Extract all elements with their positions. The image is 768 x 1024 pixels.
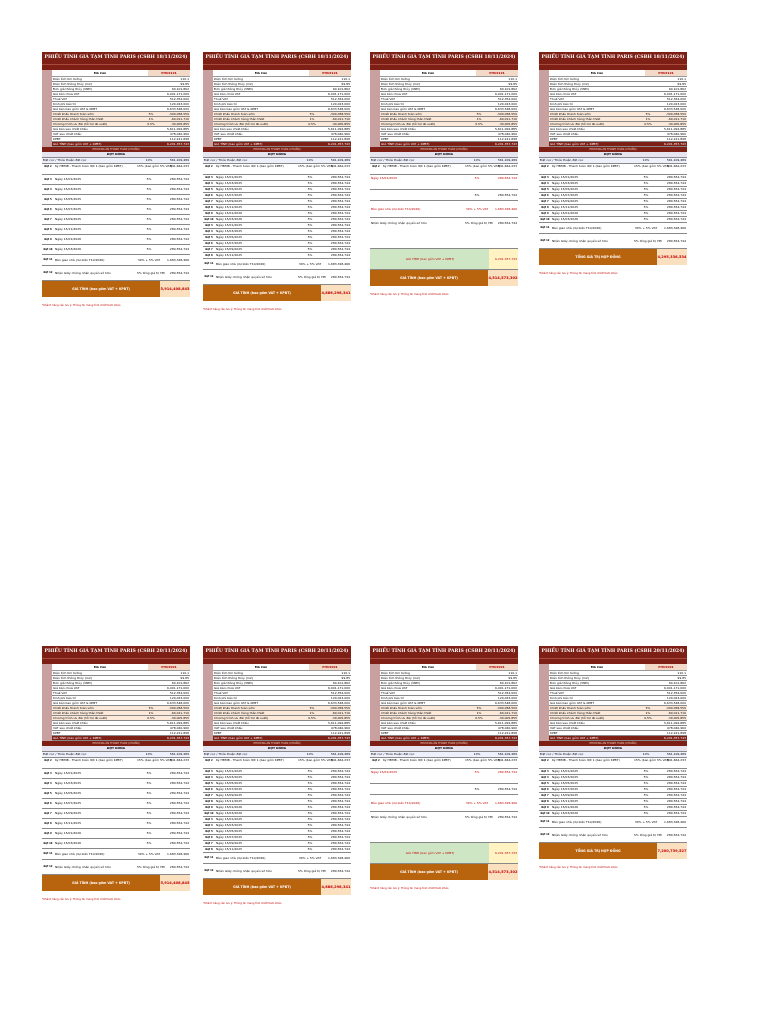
period-row: Đợt 5 Ngày 15/05/2025 5% 280,554,744	[42, 195, 190, 205]
footnote: *Khách hàng cần lưu ý: Thông tin mang tính chất tham khảo	[42, 898, 121, 901]
info-row: Diện tích tim tường 110.1	[53, 671, 189, 675]
info-row: KPBT 112,221,898	[53, 137, 189, 141]
info-row: KPBT 112,221,898	[550, 137, 686, 141]
info-total: GIÁ TÍNH (bao gồm VAT + KPBT) 6,201,357,743	[214, 142, 350, 146]
info-row: Giá bán sau chiết khấu 5,611,094,885	[381, 721, 517, 725]
grand-total: GIÁ TÍNH (bao gồm VAT + KPBT) 4,886,298,341	[203, 879, 351, 895]
info-row: Chiết khấu thanh toán sớm 5% -300,058,550	[550, 706, 686, 710]
grand-total: GIÁ TÍNH (bao gồm VAT + KPBT) 4,514,573,302	[370, 270, 518, 286]
payment-section-sub: ĐỢT ĐÓNG	[370, 152, 518, 158]
unit-code: PHU2021	[476, 664, 518, 670]
info-row: Thuế VAT 512,354,000	[381, 691, 517, 695]
deposit-row: Đặt cọc / Thỏa thuận đặt cọc 10% 561,109,489	[540, 158, 686, 162]
info-row: Giá bán chưa VAT 6,001,171,000	[214, 686, 350, 690]
contract-row: Đợt 2 Ký HĐMB - Thanh toán đợt 1 (bao gồm KPBT) 15% (bao gồm 5% VAT) 841,664,233	[42, 758, 190, 769]
grand-total-value: 4,514,573,302	[488, 270, 518, 286]
info-row: Giá bán chưa VAT 6,001,171,000	[53, 92, 189, 96]
sheet-title: PHIẾU TÍNH GIÁ TẠM TÍNH PARIS (CSBH 20/11/2024)	[539, 646, 687, 658]
period-row: Đợt 5 Ngày 15/05/2025 5% 280,554,744	[203, 187, 351, 193]
info-row: Chiết khấu thanh toán sớm 5% -300,058,550	[53, 112, 189, 116]
period-row: Đợt 7 Ngày 15/09/2025 5% 280,554,744	[203, 793, 351, 799]
deposit-row: Đặt cọc / Thỏa thuận đặt cọc 10% 561,109,489	[43, 752, 189, 756]
progress-row: Ngày 15/01/2025 5% 280,554,744	[370, 175, 518, 190]
period-row: Đợt 6 Ngày 15/07/2025 5% 280,554,744	[539, 787, 687, 793]
period-row: Đợt 8 Ngày 15/11/2025 5% 280,554,744	[42, 225, 190, 235]
info-row: Kinh phí bảo trì 120,023,000	[53, 102, 189, 106]
deposit-row: Đặt cọc / Thỏa thuận đặt cọc 10% 561,109,489	[43, 158, 189, 162]
info-table	[370, 70, 518, 147]
period-row: Đợt 6 Ngày 15/07/2025 5% 280,554,744	[539, 193, 687, 199]
sheet-title: PHIẾU TÍNH GIÁ TẠM TÍNH PARIS (CSBH 20/11/2024)	[370, 646, 518, 658]
info-row: Chương trình ưu đãi (hỗ trợ lãi suất) 0.5% -30,005,855	[381, 122, 517, 126]
info-row: Giá bán bao gồm VAT & KPBT 6,633,548,000	[550, 107, 686, 111]
info-row: Đơn giá thông thủy (VNĐ) 60,101,862	[214, 681, 350, 685]
info-total: GIÁ TÍNH (bao gồm VAT + KPBT) 6,201,357,743	[550, 142, 686, 146]
contract-row: Đợt 2 Ký HĐMB - Thanh toán đợt 1 (bao gồm KPBT) 15% (bao gồm 5% VAT) 841,664,233	[370, 758, 518, 769]
sheet-title: PHIẾU TÍNH GIÁ TẠM TÍNH PARIS (CSBH 18/11/2024)	[370, 52, 518, 64]
info-row: VAT sau chiết khấu 478,040,960	[381, 132, 517, 136]
period-row: Đợt 3 Ngày 15/01/2025 5% 280,554,744	[539, 175, 687, 181]
sheet-title: PHIẾU TÍNH GIÁ TẠM TÍNH PARIS (CSBH 18/11/2024)	[539, 52, 687, 64]
unit-code: PHU2021	[309, 664, 351, 670]
period-row: Đợt 8 Ngày 15/11/2025 5% 280,554,744	[203, 847, 351, 853]
period-row: Đợt 10 Ngày 15/03/2026 5% 280,554,744	[42, 245, 190, 255]
payment-section-title: PHƯƠNG ÁN THANH TOÁN (CHUẨN)	[370, 741, 518, 746]
info-row: Chiết khấu khách hàng thân thiết 1% -60,011,710	[53, 117, 189, 121]
info-table	[539, 664, 687, 741]
grand-total-value: 7,200,739,527	[657, 843, 687, 859]
price-sheet	[203, 52, 351, 312]
info-row: Giá bán sau chiết khấu 5,611,094,885	[214, 721, 350, 725]
payment-section-title: PHƯƠNG ÁN THANH TOÁN (CHUẨN)	[370, 147, 518, 152]
payment-section-sub: ĐỢT ĐÓNG	[539, 152, 687, 158]
payment-section-title: PHƯƠNG ÁN THANH TOÁN (CHUẨN)	[42, 147, 190, 152]
info-row: VAT sau chiết khấu 478,040,960	[550, 726, 686, 730]
info-row: Thuế VAT 512,354,000	[550, 691, 686, 695]
footnote: *Khách hàng cần lưu ý: Thông tin mang tính chất tham khảo	[203, 902, 282, 905]
period-row: Đợt 4 Ngày 15/03/2025 5% 280,554,744	[42, 185, 190, 195]
period-row: Đợt 10 Ngày 15/03/2026 5% 280,554,744	[540, 811, 686, 815]
period-row: Đợt 3 Ngày 15/01/2025 5% 280,554,744	[203, 175, 351, 181]
unit-code: PHU2121	[148, 70, 190, 76]
deposit-row: Đặt cọc / Thỏa thuận đặt cọc 10% 561,109,489	[540, 752, 686, 756]
footnote: *Khách hàng cần lưu ý: Thông tin mang tính chất tham khảo	[42, 304, 121, 307]
contract-row: Đợt 2 Ký HĐMB - Thanh toán đợt 1 (bao gồm KPBT) 15% (bao gồm 5% VAT) 841,664,233	[370, 164, 518, 175]
info-row: Giá bán sau chiết khấu 5,611,094,885	[53, 127, 189, 131]
sheet-title: PHIẾU TÍNH GIÁ TẠM TÍNH PARIS (CSBH 18/11/2024)	[203, 52, 351, 64]
period-row: Đợt 3 Ngày 15/01/2025 5% 280,554,744	[203, 769, 351, 775]
info-row: Đơn giá thông thủy (VNĐ) 60,101,862	[214, 87, 350, 91]
price-sheet	[203, 646, 351, 906]
info-row: VAT sau chiết khấu 478,040,960	[53, 726, 189, 730]
info-row: Đơn giá thông thủy (VNĐ) 60,101,862	[550, 681, 686, 685]
final-row: Đợt 12 Nhận Giấy chứng nhận quyền sở hữu 5% tổng giá trị HĐ 280,554,744	[42, 860, 190, 875]
subtotal-row: GIÁ TÍNH (bao gồm VAT + KPBT) 6,201,357,743	[370, 249, 518, 270]
period-row: Đợt 9 Ngày 15/01/2026 5% 280,554,744	[539, 211, 687, 217]
info-row: Chương trình ưu đãi (hỗ trợ lãi suất) 0.5% -30,005,855	[550, 122, 686, 126]
unit-header: Mã Căn PHU2021	[549, 664, 687, 671]
info-row: Chiết khấu khách hàng thân thiết 1% -60,011,710	[381, 117, 517, 121]
progress-row: Bàn giao nhà (dự kiến T10/2026) 30% + 5% VAT 1,683,328,466	[370, 201, 518, 218]
info-total: GIÁ TÍNH (bao gồm VAT + KPBT) 6,201,357,743	[381, 736, 517, 740]
period-row: Đợt 6 Ngày 15/07/2025 5% 280,554,744	[42, 799, 190, 809]
period-row: Đợt 5 Ngày 15/05/2025 5% 280,554,744	[42, 789, 190, 799]
info-row: Chiết khấu khách hàng thân thiết 1% -60,011,710	[53, 711, 189, 715]
period-row: Đợt 3 Ngày 15/01/2025 5% 280,554,744	[203, 223, 351, 229]
info-row: Giá bán bao gồm VAT & KPBT 6,633,548,000	[381, 701, 517, 705]
period-row: Đợt 7 Ngày 15/09/2025 5% 280,554,744	[539, 199, 687, 205]
deposit-row: Đặt cọc / Thỏa thuận đặt cọc 10% 561,109,489	[204, 752, 350, 756]
period-row: Đợt 9 Ngày 15/01/2026 5% 280,554,744	[203, 211, 351, 217]
info-row: Giá bán bao gồm VAT & KPBT 6,633,548,000	[214, 701, 350, 705]
period-row: Đợt 6 Ngày 15/07/2025 5% 280,554,744	[203, 193, 351, 199]
info-row: KPBT 112,221,898	[550, 731, 686, 735]
payment-section-title: PHƯƠNG ÁN THANH TOÁN (CHUẨN)	[539, 741, 687, 746]
info-table	[42, 70, 190, 147]
info-row: Diện tích thông thủy (m2) 99.85	[53, 676, 189, 680]
info-row: Chiết khấu khách hàng thân thiết 1% -60,011,710	[381, 711, 517, 715]
info-row: Chiết khấu khách hàng thân thiết 1% -60,011,710	[214, 117, 350, 121]
info-row: Diện tích tim tường 110.1	[550, 671, 686, 675]
period-row: Đợt 7 Ngày 15/09/2025 5% 280,554,744	[203, 199, 351, 205]
period-row: Đợt 10 Ngày 15/03/2026 5% 280,554,744	[204, 811, 350, 815]
info-total: GIÁ TÍNH (bao gồm VAT + KPBT) 6,201,357,743	[550, 736, 686, 740]
info-row: KPBT 112,221,898	[381, 731, 517, 735]
progress-row: Nhận Giấy chứng nhận quyền sở hữu 5% tổng giá trị HĐ 280,554,744	[370, 218, 518, 249]
info-table	[42, 664, 190, 741]
info-row: Thuế VAT 512,354,000	[53, 97, 189, 101]
info-row: Chiết khấu thanh toán sớm 5% -300,058,550	[214, 112, 350, 116]
info-row: KPBT 112,221,898	[53, 731, 189, 735]
handover-row: Đợt 11 Bàn giao nhà (dự kiến T10/2026) 30% + 5% VAT 1,683,328,466	[203, 259, 351, 270]
info-row: Giá bán chưa VAT 6,001,171,000	[550, 686, 686, 690]
info-row: Diện tích tim tường 110.1	[381, 77, 517, 81]
info-row: VAT sau chiết khấu 478,040,960	[381, 726, 517, 730]
period-row: Đợt 4 Ngày 15/03/2025 5% 280,554,744	[203, 775, 351, 781]
info-row: Đơn giá thông thủy (VNĐ) 60,101,862	[381, 681, 517, 685]
grand-total: TỔNG GIÁ TRỊ HỢP ĐỒNG 7,200,739,527	[539, 843, 687, 859]
info-row: Chương trình ưu đãi (hỗ trợ lãi suất) 0.5% -30,005,855	[53, 716, 189, 720]
info-row: Đơn giá thông thủy (VNĐ) 60,101,862	[53, 87, 189, 91]
price-sheet	[539, 646, 687, 870]
grand-total-value: 4,514,573,302	[488, 864, 518, 880]
info-row: Chương trình ưu đãi (hỗ trợ lãi suất) 0.5% -30,005,855	[214, 122, 350, 126]
contract-row: Đợt 2 Ký HĐMB - Thanh toán đợt 1 (bao gồm KPBT) 15% (bao gồm 5% VAT) 841,664,233	[42, 164, 190, 175]
contract-row: Đợt 2 Ký HĐMB - Thanh toán đợt 1 (bao gồm KPBT) 15% (bao gồm 5% VAT) 841,664,233	[539, 164, 687, 175]
progress-row: Nhận Giấy chứng nhận quyền sở hữu 5% tổng giá trị HĐ 280,554,744	[370, 812, 518, 843]
unit-code: PHU2121	[309, 70, 351, 76]
info-total: GIÁ TÍNH (bao gồm VAT + KPBT) 6,201,357,743	[214, 736, 350, 740]
info-row: Kinh phí bảo trì 120,023,000	[381, 102, 517, 106]
info-row: Diện tích tim tường 110.1	[381, 671, 517, 675]
contract-row: Đợt 2 Ký HĐMB - Thanh toán đợt 1 (bao gồm KPBT) 15% (bao gồm 5% VAT) 841,664,233	[203, 164, 351, 175]
info-row: Chiết khấu thanh toán sớm 5% -300,058,550	[550, 112, 686, 116]
grand-total-value: 4,886,298,341	[321, 879, 351, 895]
price-sheet	[370, 646, 518, 891]
grand-total-value: 5,914,408,845	[160, 875, 190, 891]
info-row: Diện tích thông thủy (m2) 99.85	[214, 82, 350, 86]
period-row: Đợt 3 Ngày 15/01/2025 5% 280,554,744	[539, 769, 687, 775]
period-row: Đợt 7 Ngày 15/09/2025 5% 280,554,744	[42, 809, 190, 819]
period-row: Đợt 9 Ngày 15/01/2026 5% 280,554,744	[203, 805, 351, 811]
info-row: Thuế VAT 512,354,000	[214, 97, 350, 101]
info-row: Giá bán sau chiết khấu 5,611,094,885	[214, 127, 350, 131]
price-sheet	[539, 52, 687, 276]
progress-row: 5% 280,554,744	[370, 784, 518, 795]
period-row: Đợt 8 Ngày 15/11/2025 5% 280,554,744	[203, 205, 351, 211]
period-row: Đợt 8 Ngày 15/11/2025 5% 280,554,744	[203, 799, 351, 805]
info-row: KPBT 112,221,898	[381, 137, 517, 141]
info-row: Giá bán bao gồm VAT & KPBT 6,633,548,000	[550, 701, 686, 705]
unit-header: Mã Căn PHU2021	[380, 664, 518, 671]
info-row: Chiết khấu khách hàng thân thiết 1% -60,011,710	[550, 711, 686, 715]
payment-section-sub: ĐỢT ĐÓNG	[42, 746, 190, 752]
period-row: Đợt 5 Ngày 15/05/2025 5% 280,554,744	[203, 781, 351, 787]
info-row: Diện tích thông thủy (m2) 99.85	[53, 82, 189, 86]
info-table	[203, 70, 351, 147]
info-row: Diện tích thông thủy (m2) 99.85	[550, 676, 686, 680]
final-row: Đợt 12 Nhận Giấy chứng nhận quyền sở hữu 5% tổng giá trị HĐ 280,554,744	[539, 234, 687, 249]
footnote: *Khách hàng cần lưu ý: Thông tin mang tính chất tham khảo	[370, 887, 449, 890]
period-row: Đợt 4 Ngày 15/03/2025 5% 280,554,744	[203, 181, 351, 187]
period-row: Đợt 10 Ngày 15/03/2026 5% 280,554,744	[540, 217, 686, 221]
final-row: Đợt 12 Nhận Giấy chứng nhận quyền sở hữu 5% tổng giá trị HĐ 280,554,744	[203, 864, 351, 879]
period-row: Đợt 9 Ngày 15/01/2026 5% 280,554,744	[42, 829, 190, 839]
info-row: Giá bán bao gồm VAT & KPBT 6,633,548,000	[53, 701, 189, 705]
period-row: Đợt 8 Ngày 15/11/2025 5% 280,554,744	[42, 819, 190, 829]
period-row: Đợt 10 Ngày 15/03/2026 5% 280,554,744	[204, 217, 350, 221]
handover-row: Đợt 11 Bàn giao nhà (dự kiến T10/2026) 30% + 5% VAT 1,683,328,466	[539, 817, 687, 828]
info-total: GIÁ TÍNH (bao gồm VAT + KPBT) 6,201,357,743	[53, 142, 189, 146]
period-row: Đợt 8 Ngày 15/11/2025 5% 280,554,744	[203, 253, 351, 259]
info-row: Giá bán chưa VAT 6,001,171,000	[214, 92, 350, 96]
info-row: Giá bán chưa VAT 6,001,171,000	[53, 686, 189, 690]
info-row: Kinh phí bảo trì 120,023,000	[550, 696, 686, 700]
unit-header: Mã Căn PHU2021	[213, 664, 351, 671]
unit-header: Mã Căn PHU2121	[213, 70, 351, 77]
period-row: Đợt 4 Ngày 15/03/2025 5% 280,554,744	[42, 779, 190, 789]
deposit-row: Đặt cọc / Thỏa thuận đặt cọc 10% 561,109,489	[371, 752, 517, 756]
info-row: Giá bán sau chiết khấu 5,611,094,885	[381, 127, 517, 131]
info-row: VAT sau chiết khấu 478,040,960	[214, 132, 350, 136]
payment-section-sub: ĐỢT ĐÓNG	[203, 152, 351, 158]
period-row: Đợt 7 Ngày 15/09/2025 5% 280,554,744	[539, 793, 687, 799]
info-row: Giá bán bao gồm VAT & KPBT 6,633,548,000	[53, 107, 189, 111]
progress-row: Ngày 15/01/2025 5% 280,554,744	[370, 769, 518, 784]
deposit-row: Đặt cọc / Thỏa thuận đặt cọc 10% 561,109,489	[204, 158, 350, 162]
info-row: Diện tích tim tường 110.1	[550, 77, 686, 81]
info-row: Diện tích thông thủy (m2) 99.85	[550, 82, 686, 86]
info-row: Diện tích tim tường 110.1	[53, 77, 189, 81]
progress-row: Bàn giao nhà (dự kiến T10/2026) 30% + 5% VAT 1,683,328,466	[370, 795, 518, 812]
subtotal-row: GIÁ TÍNH (bao gồm VAT + KPBT) 6,201,357,743	[370, 843, 518, 864]
info-row: Kinh phí bảo trì 120,023,000	[381, 696, 517, 700]
period-row: Đợt 6 Ngày 15/07/2025 5% 280,554,744	[203, 241, 351, 247]
period-row: Đợt 8 Ngày 15/11/2025 5% 280,554,744	[539, 799, 687, 805]
period-row: Đợt 4 Ngày 15/03/2025 5% 280,554,744	[539, 181, 687, 187]
footnote: *Khách hàng cần lưu ý: Thông tin mang tính chất tham khảo	[203, 308, 282, 311]
grand-total: GIÁ TÍNH (bao gồm VAT + KPBT) 4,886,298,341	[203, 285, 351, 301]
info-table	[203, 664, 351, 741]
payment-section-title: PHƯƠNG ÁN THANH TOÁN (CHUẨN)	[203, 741, 351, 746]
period-row: Đợt 4 Ngày 15/03/2025 5% 280,554,744	[203, 823, 351, 829]
footnote: *Khách hàng cần lưu ý: Thông tin mang tính chất tham khảo	[539, 866, 618, 869]
grand-total-value: 5,914,408,845	[160, 281, 190, 297]
period-row: Đợt 3 Ngày 15/01/2025 5% 280,554,744	[203, 817, 351, 823]
info-row: Giá bán bao gồm VAT & KPBT 6,633,548,000	[381, 107, 517, 111]
period-row: Đợt 8 Ngày 15/11/2025 5% 280,554,744	[539, 205, 687, 211]
unit-header: Mã Căn PHU2121	[52, 70, 190, 77]
info-row: Thuế VAT 512,354,000	[550, 97, 686, 101]
period-row: Đợt 10 Ngày 15/03/2026 5% 280,554,744	[42, 839, 190, 849]
info-table	[539, 70, 687, 147]
info-row: Chương trình ưu đãi (hỗ trợ lãi suất) 0.5% -30,005,855	[381, 716, 517, 720]
period-row: Đợt 6 Ngày 15/07/2025 5% 280,554,744	[203, 787, 351, 793]
payment-section-sub: ĐỢT ĐÓNG	[539, 746, 687, 752]
price-sheet	[42, 646, 190, 902]
period-row: Đợt 9 Ngày 15/01/2026 5% 280,554,744	[539, 805, 687, 811]
info-row: Chương trình ưu đãi (hỗ trợ lãi suất) 0.5% -30,005,855	[214, 716, 350, 720]
final-row: Đợt 12 Nhận Giấy chứng nhận quyền sở hữu 5% tổng giá trị HĐ 280,554,744	[539, 828, 687, 843]
unit-code: PHU2121	[476, 70, 518, 76]
info-row: Diện tích tim tường 110.1	[214, 77, 350, 81]
info-row: Diện tích thông thủy (m2) 99.85	[214, 676, 350, 680]
info-row: Giá bán chưa VAT 6,001,171,000	[381, 92, 517, 96]
period-row: Đợt 3 Ngày 15/01/2025 5% 280,554,744	[42, 769, 190, 779]
info-row: Đơn giá thông thủy (VNĐ) 60,101,862	[381, 87, 517, 91]
period-row: Đợt 9 Ngày 15/01/2026 5% 280,554,744	[42, 235, 190, 245]
payment-section-sub: ĐỢT ĐÓNG	[203, 746, 351, 752]
info-row: Diện tích thông thủy (m2) 99.85	[381, 676, 517, 680]
period-row: Đợt 3 Ngày 15/01/2025 5% 280,554,744	[42, 175, 190, 185]
info-total: GIÁ TÍNH (bao gồm VAT + KPBT) 6,201,357,743	[53, 736, 189, 740]
grand-total: GIÁ TÍNH (bao gồm VAT + KPBT) 4,514,573,302	[370, 864, 518, 880]
info-row: Chương trình ưu đãi (hỗ trợ lãi suất) 0.5% -30,005,855	[53, 122, 189, 126]
info-row: Chiết khấu thanh toán sớm 5% -300,058,550	[214, 706, 350, 710]
unit-header: Mã Căn PHU2121	[380, 70, 518, 77]
final-row: Đợt 12 Nhận Giấy chứng nhận quyền sở hữu 5% tổng giá trị HĐ 280,554,744	[42, 266, 190, 281]
handover-row: Đợt 11 Bàn giao nhà (dự kiến T10/2026) 30% + 5% VAT 1,683,328,466	[203, 853, 351, 864]
info-row: Chiết khấu khách hàng thân thiết 1% -60,011,710	[550, 117, 686, 121]
unit-code: PHU2121	[645, 70, 687, 76]
info-row: VAT sau chiết khấu 478,040,960	[53, 132, 189, 136]
payment-section-title: PHƯƠNG ÁN THANH TOÁN (CHUẨN)	[539, 147, 687, 152]
sheet-title: PHIẾU TÍNH GIÁ TẠM TÍNH PARIS (CSBH 20/11/2024)	[203, 646, 351, 658]
period-row: Đợt 4 Ngày 15/03/2025 5% 280,554,744	[539, 775, 687, 781]
info-row: Giá bán sau chiết khấu 5,611,094,885	[550, 721, 686, 725]
final-row: Đợt 12 Nhận Giấy chứng nhận quyền sở hữu 5% tổng giá trị HĐ 280,554,744	[203, 270, 351, 285]
grand-total: TỔNG GIÁ TRỊ HỢP ĐỒNG 4,295,338,534	[539, 249, 687, 265]
info-table	[370, 664, 518, 741]
unit-header: Mã Căn PHU2021	[52, 664, 190, 671]
info-row: Giá bán sau chiết khấu 5,611,094,885	[550, 127, 686, 131]
contract-row: Đợt 2 Ký HĐMB - Thanh toán đợt 1 (bao gồm KPBT) 15% (bao gồm 5% VAT) 841,664,233	[539, 758, 687, 769]
footnote: *Khách hàng cần lưu ý: Thông tin mang tính chất tham khảo	[370, 293, 449, 296]
payment-section-sub: ĐỢT ĐÓNG	[42, 152, 190, 158]
period-row: Đợt 7 Ngày 15/09/2025 5% 280,554,744	[203, 841, 351, 847]
info-row: Giá bán chưa VAT 6,001,171,000	[381, 686, 517, 690]
info-row: Chiết khấu thanh toán sớm 5% -300,058,550	[381, 706, 517, 710]
info-row: VAT sau chiết khấu 478,040,960	[214, 726, 350, 730]
info-row: Giá bán chưa VAT 6,001,171,000	[550, 92, 686, 96]
grand-total: GIÁ TÍNH (bao gồm VAT + KPBT) 5,914,408,845	[42, 281, 190, 297]
period-row: Đợt 5 Ngày 15/05/2025 5% 280,554,744	[539, 187, 687, 193]
sheet-title: PHIẾU TÍNH GIÁ TẠM TÍNH PARIS (CSBH 18/11/2024)	[42, 52, 190, 64]
info-row: Kinh phí bảo trì 120,023,000	[53, 696, 189, 700]
info-row: KPBT 112,221,898	[214, 731, 350, 735]
info-row: Thuế VAT 512,354,000	[53, 691, 189, 695]
contract-row: Đợt 2 Ký HĐMB - Thanh toán đợt 1 (bao gồm KPBT) 15% (bao gồm 5% VAT) 841,664,233	[203, 758, 351, 769]
payment-section-sub: ĐỢT ĐÓNG	[370, 746, 518, 752]
grand-total: GIÁ TÍNH (bao gồm VAT + KPBT) 5,914,408,845	[42, 875, 190, 891]
info-row: Kinh phí bảo trì 120,023,000	[550, 102, 686, 106]
payment-section-title: PHƯƠNG ÁN THANH TOÁN (CHUẨN)	[203, 147, 351, 152]
period-row: Đợt 5 Ngày 15/05/2025 5% 280,554,744	[539, 781, 687, 787]
unit-code: PHU2021	[148, 664, 190, 670]
price-sheet	[42, 52, 190, 308]
deposit-row: Đặt cọc / Thỏa thuận đặt cọc 10% 561,109,489	[371, 158, 517, 162]
info-row: Chiết khấu thanh toán sớm 5% -300,058,550	[53, 706, 189, 710]
info-row: Kinh phí bảo trì 120,023,000	[214, 102, 350, 106]
grand-total-value: 4,295,338,534	[657, 249, 687, 265]
info-row: Chiết khấu thanh toán sớm 5% -300,058,550	[381, 112, 517, 116]
info-row: VAT sau chiết khấu 478,040,960	[550, 132, 686, 136]
info-row: Chiết khấu khách hàng thân thiết 1% -60,011,710	[214, 711, 350, 715]
info-row: Giá bán sau chiết khấu 5,611,094,885	[53, 721, 189, 725]
sheet-title: PHIẾU TÍNH GIÁ TẠM TÍNH PARIS (CSBH 20/11/2024)	[42, 646, 190, 658]
handover-row: Đợt 11 Bàn giao nhà (dự kiến T10/2026) 30% + 5% VAT 1,683,328,466	[42, 849, 190, 860]
period-row: Đợt 7 Ngày 15/09/2025 5% 280,554,744	[42, 215, 190, 225]
handover-row: Đợt 11 Bàn giao nhà (dự kiến T10/2026) 30% + 5% VAT 1,683,328,466	[539, 223, 687, 234]
info-row: Chương trình ưu đãi (hỗ trợ lãi suất) 0.5% -30,005,855	[550, 716, 686, 720]
footnote: *Khách hàng cần lưu ý: Thông tin mang tính chất tham khảo	[539, 272, 618, 275]
handover-row: Đợt 11 Bàn giao nhà (dự kiến T10/2026) 30% + 5% VAT 1,683,328,466	[42, 255, 190, 266]
info-row: Giá bán bao gồm VAT & KPBT 6,633,548,000	[214, 107, 350, 111]
info-total: GIÁ TÍNH (bao gồm VAT + KPBT) 6,201,357,743	[381, 142, 517, 146]
period-row: Đợt 6 Ngày 15/07/2025 5% 280,554,744	[42, 205, 190, 215]
period-row: Đợt 5 Ngày 15/05/2025 5% 280,554,744	[203, 235, 351, 241]
info-row: Đơn giá thông thủy (VNĐ) 60,101,862	[550, 87, 686, 91]
info-row: Kinh phí bảo trì 120,023,000	[214, 696, 350, 700]
period-row: Đợt 6 Ngày 15/07/2025 5% 280,554,744	[203, 835, 351, 841]
progress-row: 5% 280,554,744	[370, 190, 518, 201]
info-row: Thuế VAT 512,354,000	[214, 691, 350, 695]
period-row: Đợt 4 Ngày 15/03/2025 5% 280,554,744	[203, 229, 351, 235]
grand-total-value: 4,886,298,341	[321, 285, 351, 301]
info-row: Diện tích thông thủy (m2) 99.85	[381, 82, 517, 86]
period-row: Đợt 7 Ngày 15/09/2025 5% 280,554,744	[203, 247, 351, 253]
unit-header: Mã Căn PHU2121	[549, 70, 687, 77]
info-row: Đơn giá thông thủy (VNĐ) 60,101,862	[53, 681, 189, 685]
info-row: Thuế VAT 512,354,000	[381, 97, 517, 101]
unit-code: PHU2021	[645, 664, 687, 670]
payment-section-title: PHƯƠNG ÁN THANH TOÁN (CHUẨN)	[42, 741, 190, 746]
info-row: Diện tích tim tường 110.1	[214, 671, 350, 675]
period-row: Đợt 5 Ngày 15/05/2025 5% 280,554,744	[203, 829, 351, 835]
info-row: KPBT 112,221,898	[214, 137, 350, 141]
price-sheet	[370, 52, 518, 297]
